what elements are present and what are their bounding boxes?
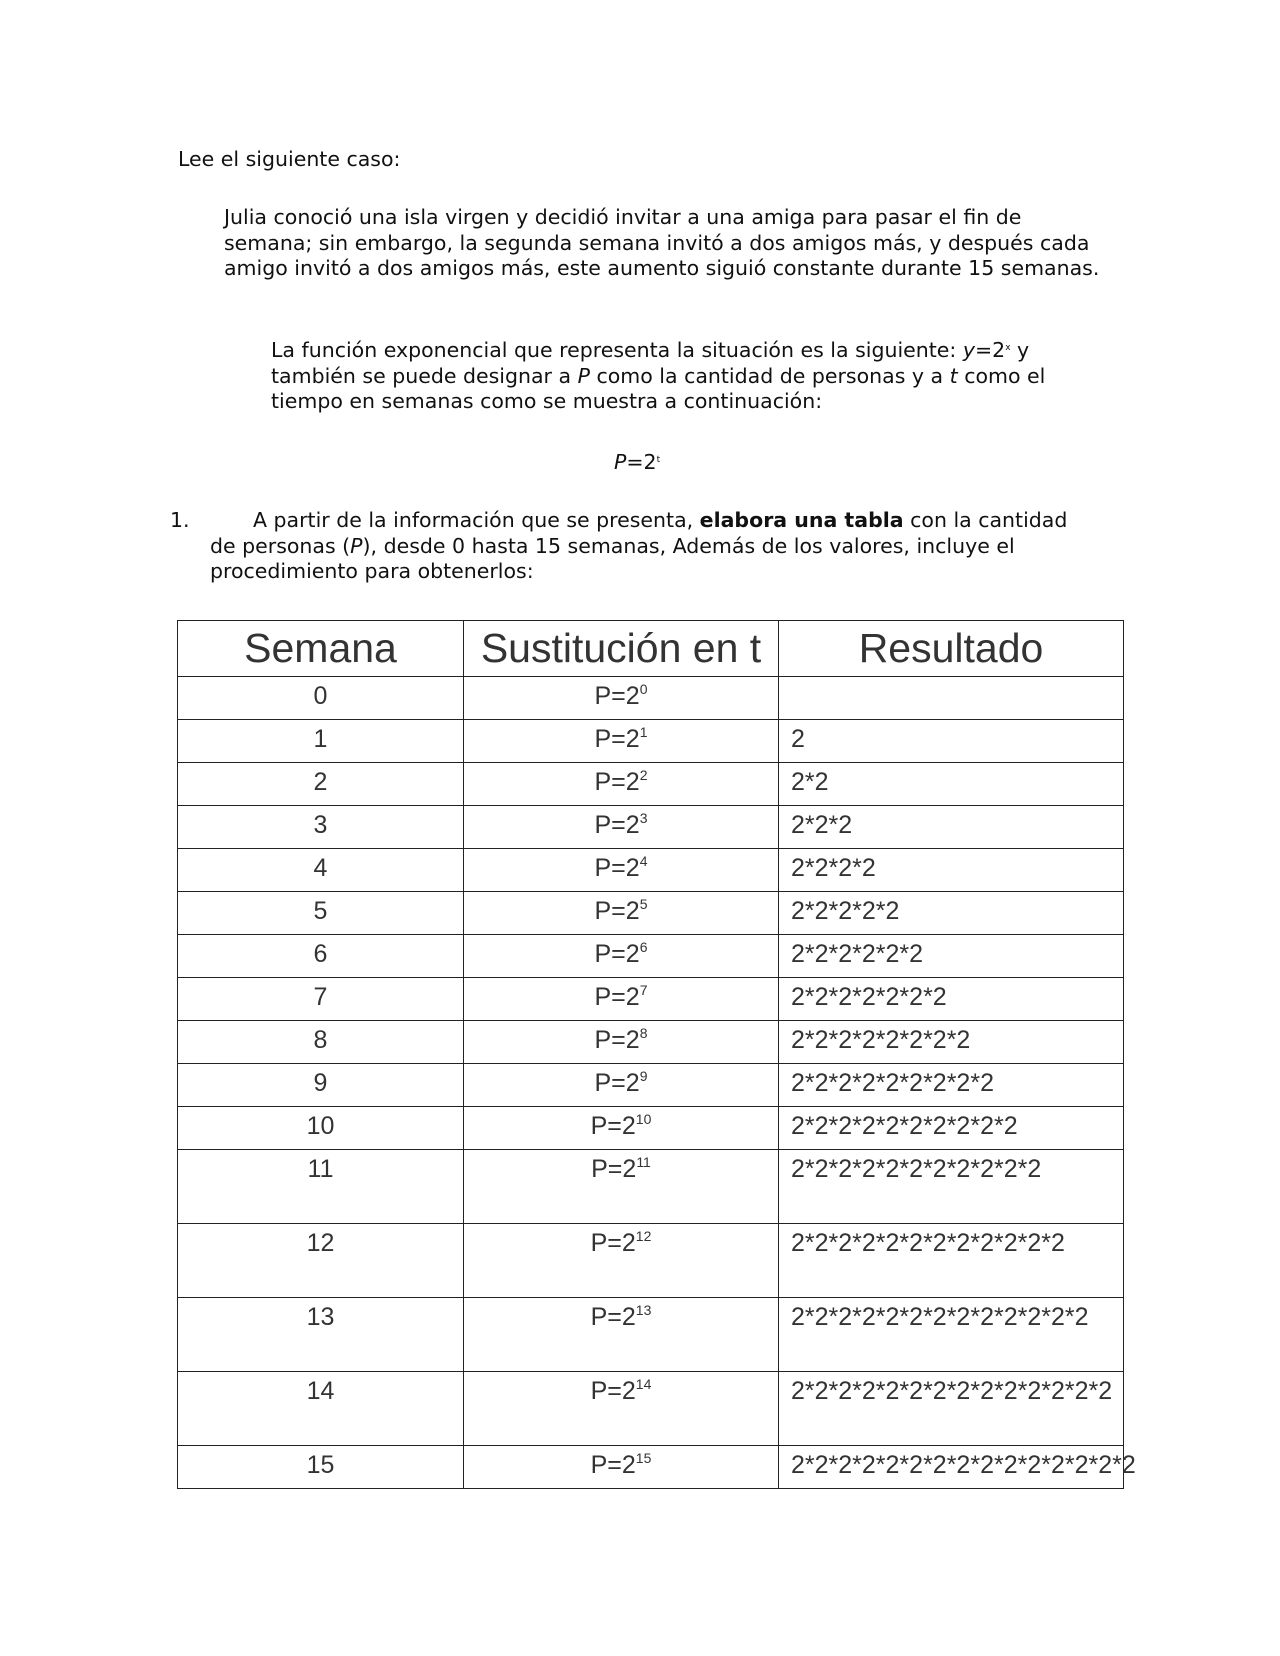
table-row	[178, 1372, 1124, 1446]
result-cell: 2*2*2*2*2*2	[779, 935, 1124, 978]
substitution-exponent: 8	[639, 1025, 648, 1041]
substitution-base: P=2	[590, 1451, 636, 1479]
week-cell: 2	[178, 763, 464, 806]
formula	[614, 450, 660, 476]
substitution-cell	[464, 1446, 779, 1489]
week-cell: 4	[178, 849, 464, 892]
substitution-exponent: 5	[639, 896, 648, 912]
substitution-base: P=2	[594, 854, 640, 882]
table-row	[178, 978, 1124, 1021]
substitution-exponent: 0	[639, 681, 648, 697]
week-cell: 1	[178, 720, 464, 763]
result-cell: 2*2*2*2*2*2*2	[779, 978, 1124, 1021]
result-cell: 2*2*2*2*2	[779, 892, 1124, 935]
substitution-base: P=2	[590, 1303, 636, 1331]
table-header-row	[178, 621, 1124, 677]
table-row	[178, 1298, 1124, 1372]
result-cell	[779, 677, 1124, 720]
week-cell: 15	[178, 1446, 464, 1489]
substitution-cell	[464, 1298, 779, 1372]
substitution-exponent: 3	[639, 810, 648, 826]
substitution-cell	[464, 1107, 779, 1150]
results-table	[177, 620, 1136, 1489]
table-row	[178, 892, 1124, 935]
substitution-base: P=2	[594, 1069, 640, 1097]
question-var-p: P	[350, 533, 363, 558]
week-cell: 7	[178, 978, 464, 1021]
substitution-exponent: 6	[639, 939, 648, 955]
question-part3: ), desde 0 hasta 15 semanas, Además de los valores, incluye el procedimiento para obtenerlos:	[210, 533, 1015, 583]
table-row	[178, 1224, 1124, 1298]
substitution-exponent: 7	[639, 982, 648, 998]
result-cell: 2*2*2*2*2*2*2*2*2*2*2*2	[779, 1224, 1124, 1298]
result-cell: 2*2*2*2*2*2*2*2*2*2*2*2*2*2*2	[779, 1446, 1124, 1489]
result-cell: 2	[779, 720, 1124, 763]
table-row	[178, 1446, 1124, 1489]
week-cell: 5	[178, 892, 464, 935]
substitution-base: P=2	[590, 1229, 636, 1257]
substitution-exponent: 10	[635, 1111, 652, 1127]
substitution-base: P=2	[594, 768, 640, 796]
week-cell: 9	[178, 1064, 464, 1107]
table-row	[178, 806, 1124, 849]
header-resultado: Resultado	[779, 621, 1124, 677]
function-eq: =2	[974, 338, 1006, 362]
substitution-base: P=2	[590, 1377, 636, 1405]
substitution-cell	[464, 978, 779, 1021]
header-sustitucion: Sustitución en t	[464, 621, 779, 677]
exponent-x: x	[1005, 343, 1011, 353]
table-row	[178, 763, 1124, 806]
substitution-cell	[464, 849, 779, 892]
result-cell: 2*2*2*2*2*2*2*2*2*2*2*2*2*2	[779, 1372, 1124, 1446]
substitution-exponent: 13	[635, 1302, 652, 1318]
question-bold: elabora una tabla	[699, 508, 904, 532]
substitution-base: P=2	[590, 1112, 636, 1140]
week-cell: 12	[178, 1224, 464, 1298]
header-semana: Semana	[178, 621, 464, 677]
formula-exponent: t	[656, 455, 661, 465]
substitution-cell	[464, 1372, 779, 1446]
var-t: t	[949, 363, 958, 388]
substitution-cell	[464, 1150, 779, 1224]
function-text-part1: La función exponencial que representa la situación es la siguiente:	[271, 338, 963, 362]
substitution-cell	[464, 935, 779, 978]
substitution-exponent: 15	[635, 1450, 652, 1466]
function-text-part3: como la cantidad de personas y a	[589, 363, 950, 388]
week-cell: 3	[178, 806, 464, 849]
substitution-exponent: 2	[639, 767, 648, 783]
question-paragraph	[210, 508, 1090, 585]
table-row	[178, 1107, 1124, 1150]
substitution-exponent: 4	[639, 853, 648, 869]
week-cell: 11	[178, 1150, 464, 1224]
substitution-base: P=2	[594, 725, 640, 753]
result-cell: 2*2*2*2*2*2*2*2*2*2*2*2*2	[779, 1298, 1124, 1372]
result-cell: 2*2*2*2	[779, 849, 1124, 892]
substitution-cell	[464, 677, 779, 720]
result-cell: 2*2	[779, 763, 1124, 806]
function-text-part4: como el tiempo en semanas como se muestra a continuación:	[271, 363, 1046, 413]
substitution-cell	[464, 720, 779, 763]
table-row	[178, 677, 1124, 720]
week-cell: 10	[178, 1107, 464, 1150]
substitution-base: P=2	[594, 811, 640, 839]
substitution-exponent: 11	[636, 1154, 651, 1170]
substitution-exponent: 14	[635, 1376, 652, 1392]
function-paragraph	[271, 338, 1111, 415]
question-number: 1.	[170, 508, 190, 532]
table-row	[178, 1150, 1124, 1224]
function-text-part2: y también se puede designar a	[271, 338, 1030, 388]
var-y: y	[962, 338, 975, 362]
substitution-base: P=2	[594, 897, 640, 925]
week-cell: 8	[178, 1021, 464, 1064]
case-paragraph: Julia conoció una isla virgen y decidió invitar a una amiga para pasar el fin de semana; sin embargo, la segunda semana invitó a dos amigos más, y después cada amigo invitó a dos amigos más, este aumento siguió constante durante 15 semanas.	[224, 205, 1100, 280]
table-row	[178, 720, 1124, 763]
table-row	[178, 935, 1124, 978]
table-row	[178, 1064, 1124, 1107]
question-part2: con la cantidad de personas (	[210, 508, 1068, 558]
substitution-cell	[464, 763, 779, 806]
result-cell: 2*2*2*2*2*2*2*2*2*2	[779, 1107, 1124, 1150]
substitution-cell	[464, 892, 779, 935]
result-cell: 2*2*2*2*2*2*2*2	[779, 1021, 1124, 1064]
substitution-exponent: 12	[635, 1228, 652, 1244]
intro-text: Lee el siguiente caso:	[178, 147, 401, 171]
week-cell: 0	[178, 677, 464, 720]
substitution-cell	[464, 1021, 779, 1064]
result-cell: 2*2*2	[779, 806, 1124, 849]
week-cell: 13	[178, 1298, 464, 1372]
substitution-base: P=2	[594, 940, 640, 968]
substitution-exponent: 9	[639, 1068, 648, 1084]
week-cell: 14	[178, 1372, 464, 1446]
table-row	[178, 1021, 1124, 1064]
substitution-cell	[464, 1224, 779, 1298]
formula-p: P	[614, 450, 627, 474]
substitution-cell	[464, 806, 779, 849]
table-row	[178, 849, 1124, 892]
substitution-exponent: 1	[639, 724, 648, 740]
substitution-base: P=2	[594, 1026, 640, 1054]
result-cell: 2*2*2*2*2*2*2*2*2*2*2	[779, 1150, 1124, 1224]
result-cell: 2*2*2*2*2*2*2*2*2	[779, 1064, 1124, 1107]
substitution-base: P=2	[594, 682, 640, 710]
substitution-base: P=2	[591, 1155, 637, 1183]
substitution-cell	[464, 1064, 779, 1107]
substitution-base: P=2	[594, 983, 640, 1011]
formula-eq: =2	[626, 450, 657, 474]
question-part1: A partir de la información que se presenta,	[253, 508, 700, 532]
week-cell: 6	[178, 935, 464, 978]
var-p: P	[577, 363, 590, 388]
